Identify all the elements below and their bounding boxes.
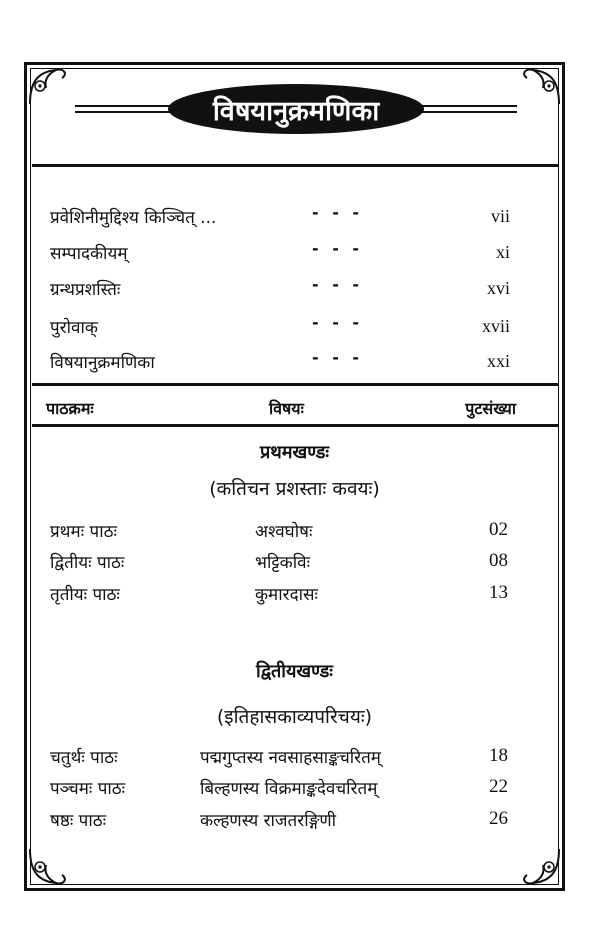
front-matter-item <box>50 241 510 265</box>
section-title: द्वितीयखण्डः <box>256 661 333 682</box>
header-lesson: पाठक्रमः <box>46 399 94 418</box>
table-row <box>50 745 508 771</box>
lesson-name: द्वितीयः पाठः <box>50 553 125 573</box>
lesson-page: 26 <box>489 808 508 829</box>
title-rule-left <box>75 105 170 107</box>
front-matter-label: ग्रन्थप्रशस्तिः <box>50 280 121 300</box>
lesson-page: 02 <box>489 519 508 540</box>
corner-flourish-icon <box>519 845 563 889</box>
front-matter-page: vii <box>490 206 510 226</box>
front-matter-label: पुरोवाक् <box>50 318 98 338</box>
lesson-topic: कुमारदासः <box>255 585 318 605</box>
lesson-topic: भट्टिकविः <box>255 553 311 573</box>
table-row <box>50 519 508 545</box>
front-matter-page: xvii <box>481 316 510 336</box>
table-row <box>50 582 508 608</box>
table-row <box>50 776 508 802</box>
lesson-page: 13 <box>489 582 508 603</box>
corner-flourish-icon <box>26 64 70 108</box>
front-matter-page: xi <box>495 242 510 262</box>
corner-flourish-icon <box>519 64 563 108</box>
lesson-name: प्रथमः पाठः <box>50 522 117 542</box>
lesson-topic: अश्वघोषः <box>255 522 313 542</box>
front-matter-dots: - - - <box>312 275 364 294</box>
front-matter-label: सम्पादकीयम् <box>50 244 128 264</box>
lesson-topic: पद्मगुप्तस्य नवसाहसाङ्कचरितम् <box>200 748 381 768</box>
front-matter-dots: - - - <box>312 313 364 332</box>
lesson-page: 22 <box>489 776 508 797</box>
page-title: विषयानुक्रमणिका <box>212 95 380 127</box>
front-matter-label: विषयानुक्रमणिका <box>50 353 155 373</box>
divider-header-bottom <box>32 424 558 427</box>
header-topic: विषयः <box>269 399 304 418</box>
front-matter-dots: - - - <box>312 203 364 222</box>
front-matter-item <box>50 350 510 374</box>
lesson-name: षष्ठः पाठः <box>50 811 107 831</box>
front-matter-page: xxi <box>486 351 510 371</box>
lesson-page: 08 <box>489 550 508 571</box>
table-header <box>46 397 516 421</box>
lesson-name: तृतीयः पाठः <box>50 585 120 605</box>
table-row <box>50 808 508 834</box>
section-subtitle: (कतिचन प्रशस्ताः कवयः) <box>209 478 380 500</box>
table-row <box>50 550 508 576</box>
front-matter-dots: - - - <box>312 239 364 258</box>
front-matter-item <box>50 315 510 339</box>
title-rule-right <box>422 105 517 107</box>
front-matter-page: xvi <box>486 278 510 298</box>
title-rule-right <box>422 111 517 113</box>
section-subtitle: (इतिहासकाव्यपरिचयः) <box>216 706 373 728</box>
corner-flourish-icon <box>26 845 70 889</box>
lesson-topic: बिल्हणस्य विक्रमाङ्कदेवचरितम् <box>200 779 378 799</box>
lesson-topic: कल्हणस्य राजतरङ्गिणी <box>200 811 337 831</box>
lesson-name: चतुर्थः पाठः <box>50 748 118 768</box>
title-banner <box>168 84 424 134</box>
title-rule-left <box>75 111 170 113</box>
header-page: पुटसंख्या <box>465 399 516 418</box>
divider-top <box>32 164 558 167</box>
divider-header-top <box>32 383 558 386</box>
front-matter-label: प्रवेशिनीमुद्दिश्य किञ्चित् ... <box>50 208 217 228</box>
front-matter-item <box>50 277 510 301</box>
front-matter-item <box>50 205 510 229</box>
section-title: प्रथमखण्डः <box>259 442 330 463</box>
lesson-page: 18 <box>489 745 508 766</box>
lesson-name: पञ्चमः पाठः <box>50 779 126 799</box>
front-matter-dots: - - - <box>312 348 364 367</box>
